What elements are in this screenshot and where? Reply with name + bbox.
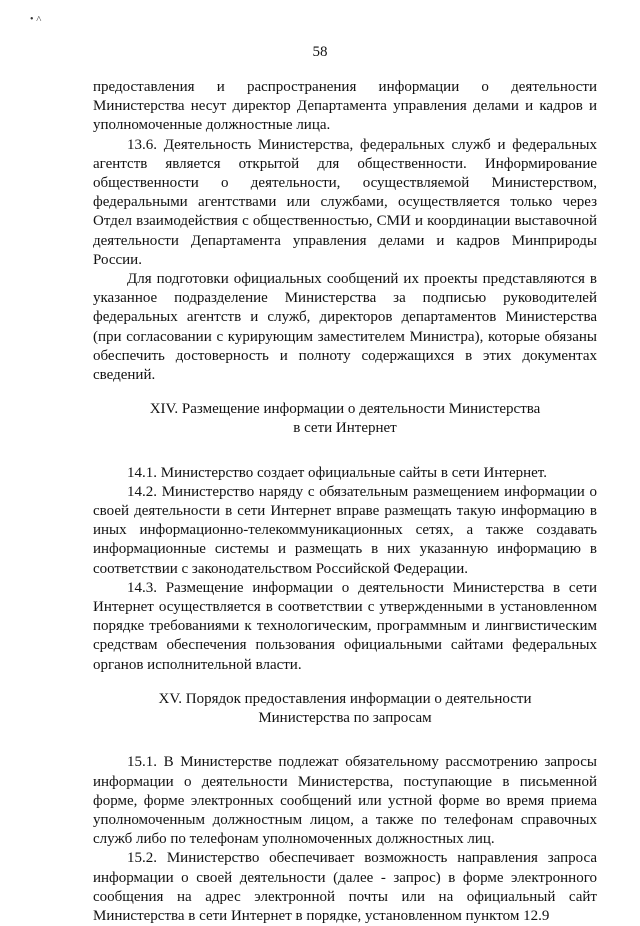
paragraph-continuation: предоставления и распространения информации о деятельности Министерства несут директор Департамента управления делами и кадров и уполномоченные должностные лица. [93,79,597,134]
section-heading-xv-line1: XV. Порядок предоставления информации о деятельности [158,690,532,707]
paragraph-14-2: 14.2. Министерство наряду с обязательным размещением информации о своей деятельности в сети Интернет вправе размещать такую информацию в иных информационно-телекоммуникационных сетях, а также создавать информационные системы и размещать в них указанную информацию в соответствии с законодательством Российской Федерации. [93,483,597,577]
section-heading-xiv [93,400,597,438]
paragraph-13-6: 13.6. Деятельность Министерства, федеральных служб и федеральных агентств является открытой для общественности. Информирование общественности о деятельности, осуществляемой Министерством, федеральными агентствами или службами, осуществляется только через Отдел взаимодействия с общественностью, СМИ и координации выставочной деятельности Департамента управления делами и кадров Минприроды России. [93,136,597,268]
section-heading-xv [93,690,597,728]
paragraph-official-messages: Для подготовки официальных сообщений их проекты представляются в указанное подразделение Министерства за подписью руководителей федеральных агентств и служб, директоров департаментов Министерства (при согласовании с курирующим заместителем Министра), которые обязаны обеспечить достоверность и полноту содержащихся в этих документах сведений. [93,271,597,384]
paragraph-14-1: 14.1. Министерство создает официальные сайты в сети Интернет. [127,464,547,481]
section-heading-xiv-line2: в сети Интернет [293,420,397,437]
document-body [93,78,597,926]
paragraph-15-2: 15.2. Министерство обеспечивает возможность направления запроса информации о своей деятельности (далее - запрос) в форме электронного сообщения на адрес электронной почты или на официальный сайт Министерства в сети Интернет в порядке, установленном пунктом 12.9 [93,850,597,924]
paragraph-15-1: 15.1. В Министерстве подлежат обязательному рассмотрению запросы информации о деятельности Министерства, поступающие в письменной форме, форме электронных сообщений или устной форме во время приема уполномоченным должностным лицом, а также по телефонам справочных служб либо по телефонам уполномоченных должностных лиц. [93,754,597,848]
scan-corner-mark: • ˄ [30,14,42,25]
paragraph-14-3: 14.3. Размещение информации о деятельности Министерства в сети Интернет осуществляется в соответствии с утвержденными в установленном порядке требованиями к технологическим, программным и лингвистическим средствам обеспечения пользования официальными сайтами федеральных органов исполнительной власти. [93,579,597,673]
page-number: 58 [312,44,328,60]
section-heading-xiv-line1: XIV. Размещение информации о деятельности Министерства [149,401,541,418]
section-heading-xv-line2: Министерства по запросам [258,710,432,727]
